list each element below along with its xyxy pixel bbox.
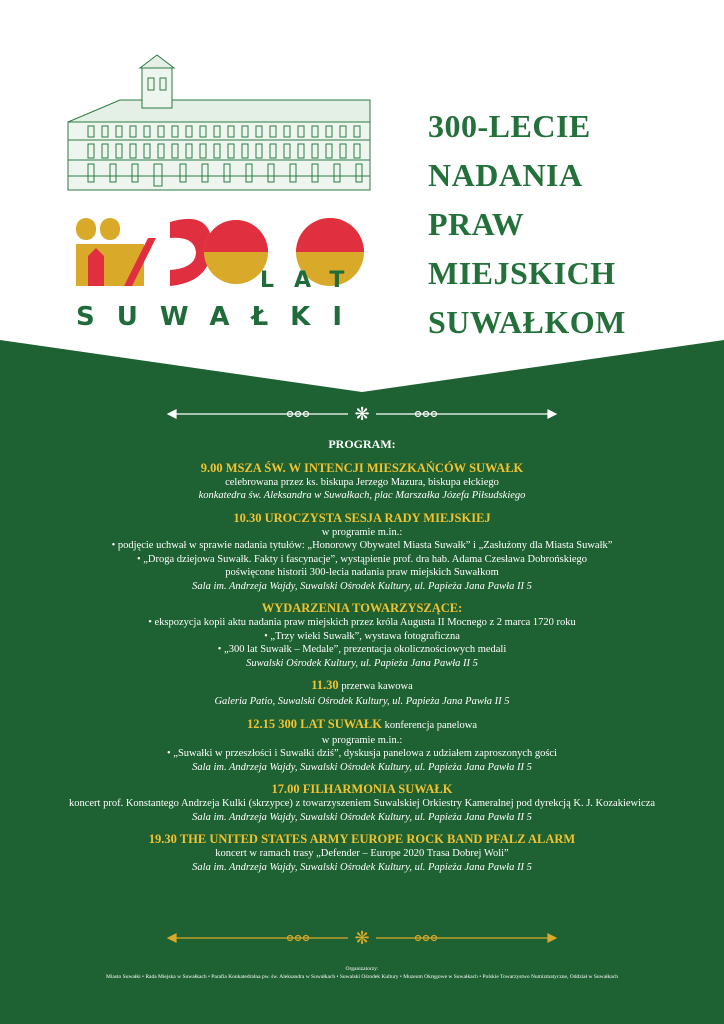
- event-heading: WYDARZENIA TOWARZYSZĄCE:: [261, 601, 463, 615]
- ornament-divider-bottom: [0, 926, 724, 950]
- event-time: 12.15 300 LAT SUWAŁK: [246, 716, 382, 731]
- title-line: SUWAŁKOM: [428, 304, 626, 340]
- event-3: [0, 600, 724, 670]
- event-venue: Sala im. Andrzeja Wajdy, Suwalski Ośrodek Kultury, ul. Papieża Jana Pawła II 5: [192, 861, 532, 873]
- event-heading: 9.00 MSZA ŚW. W INTENCJI MIESZKAŃCÓW SUWAŁK: [200, 460, 524, 475]
- organizers-list: Miasto Suwałki • Rada Miejska w Suwałkach • Parafia Konkatedralna pw. św. Aleksandra w Suwałkach • Suwalski Ośrodek Kultury • Muzeum Okręgowe w Suwałkach • Polskie Towarzystwo Numizmatyczne, Oddział w Suwałkach: [105, 974, 619, 980]
- event-title: konferencja panelowa: [381, 719, 478, 731]
- event-5: [0, 716, 724, 775]
- event-text: • „300 lat Suwałk – Medale”, prezentacja okolicznościowych medali: [217, 644, 507, 655]
- event-text: • „Trzy wieki Suwałk”, wystawa fotograficzna: [264, 630, 460, 642]
- event-venue: Suwalski Ośrodek Kultury, ul. Papieża Jana Pawła II 5: [246, 657, 478, 669]
- snowflake-icon: ❋: [354, 404, 370, 425]
- event-text: • „Suwałki w przeszłości i Suwałki dziś”, dyskusja panelowa z udziałem zaproszonych gości: [166, 748, 558, 759]
- event-venue: Galeria Patio, Suwalski Ośrodek Kultury, ul. Papieża Jana Pawła II 5: [214, 696, 510, 707]
- event-text: koncert prof. Konstantego Andrzeja Kulki (skrzypce) z towarzyszeniem Suwalskiej Orkiestry Kameralnej pod dyrekcją K. J. Kozakiewicza: [68, 798, 656, 809]
- event-2: [0, 510, 724, 594]
- program-header: PROGRAM:: [328, 437, 396, 451]
- event-text: • „Droga dziejowa Suwałk. Fakty i fascynacje”, wystąpienie prof. dra hab. Adama Czesława Dobrońskiego: [136, 553, 588, 565]
- event-venue: konkatedra św. Aleksandra w Suwałkach, plac Marszałka Józefa Piłsudskiego: [198, 490, 526, 501]
- event-1: [0, 460, 724, 503]
- event-7: [0, 831, 724, 874]
- event-venue: Sala im. Andrzeja Wajdy, Suwalski Ośrodek Kultury, ul. Papieża Jana Pawła II 5: [192, 761, 532, 773]
- ornament-divider-top: [0, 402, 724, 426]
- event-4: [0, 677, 724, 709]
- event-text: koncert w ramach trasy „Defender – Europe 2020 Trasa Dobrej Woli”: [215, 848, 509, 859]
- header-section: [0, 0, 724, 395]
- logo-lat: LAT: [260, 268, 365, 293]
- title-line: NADANIA: [428, 157, 583, 193]
- event-text: w programie m.in.:: [321, 734, 403, 746]
- event-text: celebrowana przez ks. biskupa Jerzego Mazura, biskupa ełckiego: [225, 476, 499, 488]
- title-line: MIEJSKICH: [428, 255, 616, 291]
- event-heading: [0, 716, 724, 734]
- event-heading: 19.30 THE UNITED STATES ARMY EUROPE ROCK BAND PFALZ ALARM: [148, 832, 576, 846]
- event-heading: 17.00 FILHARMONIA SUWAŁK: [271, 782, 453, 796]
- event-text: • ekspozycja kopii aktu nadania praw miejskich przez króla Augusta II Mocnego z 2 marca 1720 roku: [148, 617, 576, 628]
- title-line: 300-LECIE: [428, 108, 591, 144]
- event-text: w programie m.in.:: [321, 526, 403, 538]
- event-venue: Sala im. Andrzeja Wajdy, Suwalski Ośrodek Kultury, ul. Papieża Jana Pawła II 5: [192, 580, 532, 592]
- event-time: 11.30: [311, 678, 339, 692]
- event-title: przerwa kawowa: [338, 681, 413, 692]
- page-title: [428, 102, 626, 347]
- event-text: • podjęcie uchwał w sprawie nadania tytułów: „Honorowy Obywatel Miasta Suwałk” i „Zasłużony dla Miasta Suwałk”: [111, 540, 613, 551]
- event-heading: [0, 677, 724, 695]
- event-venue: Sala im. Andrzeja Wajdy, Suwalski Ośrodek Kultury, ul. Papieża Jana Pawła II 5: [192, 811, 532, 823]
- program-section: [0, 438, 724, 874]
- snowflake-icon: ❋: [354, 928, 370, 949]
- logo-wordmark: SUWAŁKI: [76, 302, 364, 332]
- title-line: PRAW: [428, 206, 525, 242]
- organizers-section: [0, 965, 724, 981]
- event-6: [0, 781, 724, 824]
- event-heading: 10.30 UROCZYSTA SESJA RADY MIEJSKIEJ: [233, 510, 491, 525]
- organizers-label: Organizatorzy:: [345, 966, 379, 972]
- event-text: poświęcone historii 300-lecia nadania praw miejskich Suwałkom: [225, 567, 499, 578]
